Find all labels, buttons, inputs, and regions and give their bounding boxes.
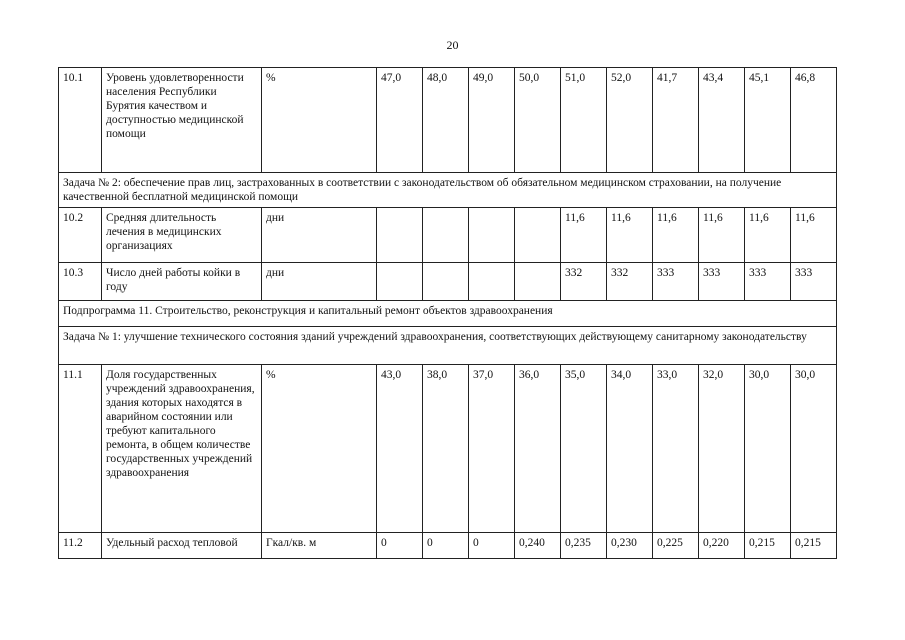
value-cell: 333: [745, 263, 791, 301]
section-row: [59, 173, 837, 208]
value-cell: 332: [607, 263, 653, 301]
value-cell: 0: [423, 533, 469, 559]
unit-cell: дни: [262, 263, 377, 301]
value-cell: 47,0: [377, 68, 423, 173]
unit-cell: %: [262, 365, 377, 533]
unit-cell: дни: [262, 208, 377, 263]
section-title: Задача № 2: обеспечение прав лиц, застрахованных в соответствии с законодательством об обязательном медицинском страховании, на получение качественной бесплатной медицинской помощи: [59, 173, 837, 208]
value-cell: [469, 208, 515, 263]
value-cell: 52,0: [607, 68, 653, 173]
table-row: [59, 68, 837, 173]
value-cell: 333: [653, 263, 699, 301]
value-cell: [423, 263, 469, 301]
value-cell: 33,0: [653, 365, 699, 533]
value-cell: 30,0: [745, 365, 791, 533]
value-cell: 51,0: [561, 68, 607, 173]
value-cell: [515, 263, 561, 301]
value-cell: 0,215: [791, 533, 837, 559]
section-title: Подпрограмма 11. Строительство, реконструкция и капитальный ремонт объектов здравоохранения: [59, 301, 837, 327]
value-cell: 0,235: [561, 533, 607, 559]
value-cell: 30,0: [791, 365, 837, 533]
value-cell: 48,0: [423, 68, 469, 173]
value-cell: 11,6: [745, 208, 791, 263]
value-cell: 38,0: [423, 365, 469, 533]
row-number: 10.1: [59, 68, 102, 173]
unit-cell: %: [262, 68, 377, 173]
value-cell: 332: [561, 263, 607, 301]
value-cell: 45,1: [745, 68, 791, 173]
indicator-name: Удельный расход тепловой: [102, 533, 262, 559]
indicator-name: Средняя длительность лечения в медицинских организациях: [102, 208, 262, 263]
value-cell: [377, 208, 423, 263]
value-cell: 41,7: [653, 68, 699, 173]
row-number: 11.1: [59, 365, 102, 533]
page-number: 20: [446, 38, 459, 52]
value-cell: 37,0: [469, 365, 515, 533]
row-number: 11.2: [59, 533, 102, 559]
value-cell: 32,0: [699, 365, 745, 533]
indicator-name: Число дней работы койки в году: [102, 263, 262, 301]
value-cell: 46,8: [791, 68, 837, 173]
value-cell: 49,0: [469, 68, 515, 173]
table-row: [59, 263, 837, 301]
value-cell: 11,6: [653, 208, 699, 263]
value-cell: 0,220: [699, 533, 745, 559]
value-cell: [469, 263, 515, 301]
value-cell: 11,6: [791, 208, 837, 263]
value-cell: 36,0: [515, 365, 561, 533]
value-cell: 11,6: [699, 208, 745, 263]
indicator-name: Уровень удовлетворенности населения Республики Бурятия качеством и доступностью медицинской помощи: [102, 68, 262, 173]
value-cell: 11,6: [561, 208, 607, 263]
value-cell: 34,0: [607, 365, 653, 533]
value-cell: [423, 208, 469, 263]
value-cell: 0,230: [607, 533, 653, 559]
value-cell: 35,0: [561, 365, 607, 533]
section-row: [59, 301, 837, 327]
value-cell: 0,215: [745, 533, 791, 559]
row-number: 10.3: [59, 263, 102, 301]
row-number: 10.2: [59, 208, 102, 263]
value-cell: [377, 263, 423, 301]
value-cell: 333: [699, 263, 745, 301]
value-cell: [515, 208, 561, 263]
section-row: [59, 327, 837, 365]
value-cell: 50,0: [515, 68, 561, 173]
value-cell: 0: [377, 533, 423, 559]
value-cell: 0,225: [653, 533, 699, 559]
table-row: [59, 208, 837, 263]
value-cell: 0: [469, 533, 515, 559]
table-row: [59, 365, 837, 533]
value-cell: 43,0: [377, 365, 423, 533]
indicator-name: Доля государственных учреждений здравоохранения, здания которых находятся в аварийном состоянии или требуют капитального ремонта, в общем количестве государственных учреждений здравоохранения: [102, 365, 262, 533]
value-cell: 333: [791, 263, 837, 301]
value-cell: 0,240: [515, 533, 561, 559]
value-cell: 43,4: [699, 68, 745, 173]
table-row: [59, 533, 837, 559]
indicators-table: [58, 67, 837, 559]
unit-cell: Гкал/кв. м: [262, 533, 377, 559]
value-cell: 11,6: [607, 208, 653, 263]
section-title: Задача № 1: улучшение технического состояния зданий учреждений здравоохранения, соответствующих действующему санитарному законодательству: [59, 327, 837, 365]
